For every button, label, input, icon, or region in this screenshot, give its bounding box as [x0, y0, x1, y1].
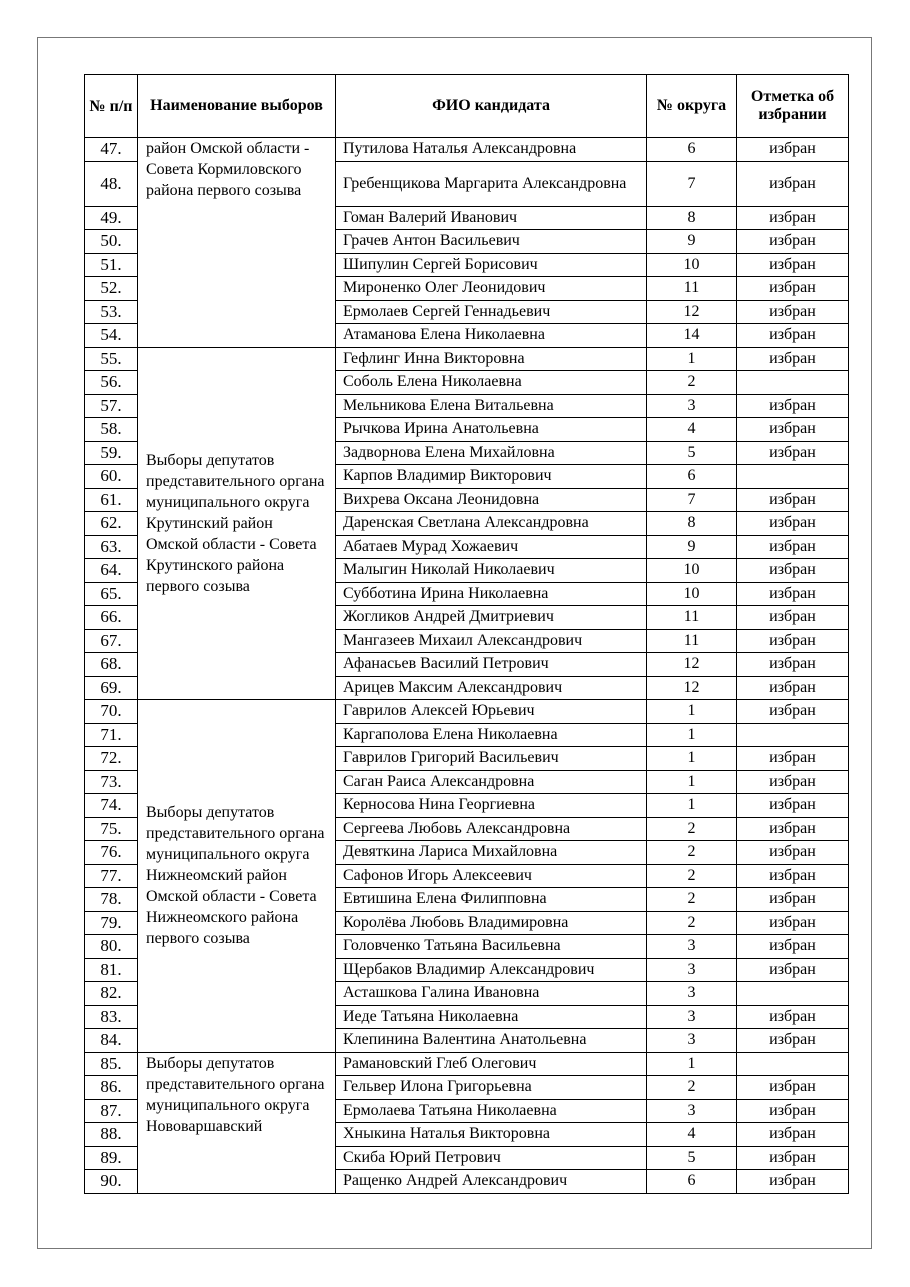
district-number: 10	[647, 582, 737, 606]
election-mark: избран	[737, 206, 849, 230]
candidate-name: Девяткина Лариса Михайловна	[336, 841, 647, 865]
candidate-name: Хныкина Наталья Викторовна	[336, 1123, 647, 1147]
district-number: 12	[647, 653, 737, 677]
header-num: № п/п	[85, 75, 138, 138]
candidate-name: Афанасьев Василий Петрович	[336, 653, 647, 677]
district-number: 1	[647, 1052, 737, 1076]
district-number: 1	[647, 347, 737, 371]
district-number: 3	[647, 1029, 737, 1053]
row-number: 79.	[85, 911, 138, 935]
row-number: 85.	[85, 1052, 138, 1076]
row-number: 81.	[85, 958, 138, 982]
election-mark: избран	[737, 841, 849, 865]
district-number: 1	[647, 794, 737, 818]
election-mark: избран	[737, 347, 849, 371]
row-number: 49.	[85, 206, 138, 230]
election-mark: избран	[737, 394, 849, 418]
row-number: 87.	[85, 1099, 138, 1123]
election-mark: избран	[737, 606, 849, 630]
candidate-name: Мангазеев Михаил Александрович	[336, 629, 647, 653]
candidate-name: Абатаев Мурад Хожаевич	[336, 535, 647, 559]
district-number: 2	[647, 911, 737, 935]
election-mark: избран	[737, 1123, 849, 1147]
election-mark: избран	[737, 253, 849, 277]
election-name: Выборы депутатов представительного органа муниципального округа Нововаршавский	[138, 1052, 336, 1193]
row-number: 48.	[85, 161, 138, 206]
election-mark: избран	[737, 794, 849, 818]
district-number: 6	[647, 138, 737, 162]
district-number: 3	[647, 394, 737, 418]
election-name: Выборы депутатов представительного органа муниципального округа Нижнеомский район Омской области - Совета Нижнеомского района первого созыва	[138, 700, 336, 1053]
candidate-name: Ермолаева Татьяна Николаевна	[336, 1099, 647, 1123]
candidate-name: Гребенщикова Маргарита Александровна	[336, 161, 647, 206]
district-number: 12	[647, 300, 737, 324]
district-number: 10	[647, 559, 737, 583]
candidate-name: Карпов Владимир Викторович	[336, 465, 647, 489]
candidate-name: Субботина Ирина Николаевна	[336, 582, 647, 606]
candidate-name: Евтишина Елена Филипповна	[336, 888, 647, 912]
candidate-name: Асташкова Галина Ивановна	[336, 982, 647, 1006]
row-number: 74.	[85, 794, 138, 818]
election-name: район Омской области - Совета Кормиловского района первого созыва	[138, 138, 336, 348]
election-mark	[737, 982, 849, 1006]
header-district: № округа	[647, 75, 737, 138]
election-mark: избран	[737, 418, 849, 442]
candidate-name: Грачев Антон Васильевич	[336, 230, 647, 254]
election-mark: избран	[737, 888, 849, 912]
row-number: 78.	[85, 888, 138, 912]
candidate-name: Жогликов Андрей Дмитриевич	[336, 606, 647, 630]
district-number: 3	[647, 958, 737, 982]
row-number: 53.	[85, 300, 138, 324]
candidate-name: Ращенко Андрей Александрович	[336, 1170, 647, 1194]
election-mark: избран	[737, 676, 849, 700]
header-mark: Отметка об избрании	[737, 75, 849, 138]
candidate-name: Ермолаев Сергей Геннадьевич	[336, 300, 647, 324]
district-number: 5	[647, 441, 737, 465]
election-mark: избран	[737, 488, 849, 512]
election-mark: избран	[737, 161, 849, 206]
table-row	[85, 700, 849, 724]
candidate-name: Малыгин Николай Николаевич	[336, 559, 647, 583]
candidate-name: Соболь Елена Николаевна	[336, 371, 647, 395]
row-number: 70.	[85, 700, 138, 724]
row-number: 66.	[85, 606, 138, 630]
table-header-row	[85, 75, 849, 138]
district-number: 7	[647, 488, 737, 512]
header-candidate: ФИО кандидата	[336, 75, 647, 138]
candidate-name: Саган Раиса Александровна	[336, 770, 647, 794]
row-number: 83.	[85, 1005, 138, 1029]
row-number: 75.	[85, 817, 138, 841]
row-number: 84.	[85, 1029, 138, 1053]
row-number: 61.	[85, 488, 138, 512]
candidate-name: Шипулин Сергей Борисович	[336, 253, 647, 277]
election-name: Выборы депутатов представительного органа муниципального округа Крутинский район Омской области - Совета Крутинского района первого созыва	[138, 347, 336, 700]
row-number: 57.	[85, 394, 138, 418]
row-number: 56.	[85, 371, 138, 395]
row-number: 72.	[85, 747, 138, 771]
candidate-name: Гаврилов Григорий Васильевич	[336, 747, 647, 771]
district-number: 6	[647, 465, 737, 489]
district-number: 14	[647, 324, 737, 348]
election-mark: избран	[737, 958, 849, 982]
election-mark: избран	[737, 629, 849, 653]
election-mark: избран	[737, 535, 849, 559]
candidate-name: Керносова Нина Георгиевна	[336, 794, 647, 818]
district-number: 1	[647, 747, 737, 771]
row-number: 82.	[85, 982, 138, 1006]
election-mark: избран	[737, 277, 849, 301]
candidate-name: Атаманова Елена Николаевна	[336, 324, 647, 348]
candidate-name: Задворнова Елена Михайловна	[336, 441, 647, 465]
election-mark: избран	[737, 300, 849, 324]
row-number: 88.	[85, 1123, 138, 1147]
election-mark: избран	[737, 324, 849, 348]
district-number: 2	[647, 864, 737, 888]
election-mark: избран	[737, 1170, 849, 1194]
row-number: 80.	[85, 935, 138, 959]
district-number: 4	[647, 418, 737, 442]
election-mark: избран	[737, 864, 849, 888]
district-number: 7	[647, 161, 737, 206]
district-number: 12	[647, 676, 737, 700]
election-mark: избран	[737, 441, 849, 465]
table-row	[85, 1052, 849, 1076]
candidate-name: Сафонов Игорь Алексеевич	[336, 864, 647, 888]
election-mark	[737, 465, 849, 489]
election-mark: избран	[737, 700, 849, 724]
row-number: 62.	[85, 512, 138, 536]
election-mark: избран	[737, 559, 849, 583]
district-number: 11	[647, 606, 737, 630]
district-number: 2	[647, 841, 737, 865]
election-mark: избран	[737, 582, 849, 606]
candidate-name: Гефлинг Инна Викторовна	[336, 347, 647, 371]
row-number: 59.	[85, 441, 138, 465]
district-number: 1	[647, 723, 737, 747]
election-mark: избран	[737, 1099, 849, 1123]
district-number: 3	[647, 935, 737, 959]
district-number: 8	[647, 206, 737, 230]
row-number: 68.	[85, 653, 138, 677]
election-mark	[737, 723, 849, 747]
election-mark	[737, 1052, 849, 1076]
district-number: 3	[647, 982, 737, 1006]
district-number: 9	[647, 535, 737, 559]
election-mark: избран	[737, 1029, 849, 1053]
election-mark: избран	[737, 230, 849, 254]
row-number: 65.	[85, 582, 138, 606]
candidate-name: Клепинина Валентина Анатольевна	[336, 1029, 647, 1053]
election-mark: избран	[737, 653, 849, 677]
table-body	[85, 138, 849, 1194]
candidate-name: Арицев Максим Александрович	[336, 676, 647, 700]
row-number: 58.	[85, 418, 138, 442]
district-number: 8	[647, 512, 737, 536]
table-row	[85, 138, 849, 162]
candidate-name: Каргаполова Елена Николаевна	[336, 723, 647, 747]
candidate-name: Головченко Татьяна Васильевна	[336, 935, 647, 959]
district-number: 5	[647, 1146, 737, 1170]
row-number: 89.	[85, 1146, 138, 1170]
district-number: 2	[647, 1076, 737, 1100]
row-number: 69.	[85, 676, 138, 700]
district-number: 4	[647, 1123, 737, 1147]
row-number: 50.	[85, 230, 138, 254]
election-mark: избран	[737, 747, 849, 771]
row-number: 76.	[85, 841, 138, 865]
district-number: 2	[647, 371, 737, 395]
row-number: 67.	[85, 629, 138, 653]
row-number: 51.	[85, 253, 138, 277]
election-mark: избран	[737, 138, 849, 162]
candidate-name: Даренская Светлана Александровна	[336, 512, 647, 536]
election-mark: избран	[737, 817, 849, 841]
election-mark	[737, 371, 849, 395]
district-number: 2	[647, 817, 737, 841]
candidate-name: Гаврилов Алексей Юрьевич	[336, 700, 647, 724]
row-number: 52.	[85, 277, 138, 301]
district-number: 1	[647, 770, 737, 794]
candidate-name: Королёва Любовь Владимировна	[336, 911, 647, 935]
district-number: 11	[647, 629, 737, 653]
row-number: 77.	[85, 864, 138, 888]
row-number: 63.	[85, 535, 138, 559]
candidate-name: Вихрева Оксана Леонидовна	[336, 488, 647, 512]
header-election: Наименование выборов	[138, 75, 336, 138]
district-number: 2	[647, 888, 737, 912]
candidate-name: Путилова Наталья Александровна	[336, 138, 647, 162]
row-number: 47.	[85, 138, 138, 162]
candidate-name: Мироненко Олег Леонидович	[336, 277, 647, 301]
candidate-name: Сергеева Любовь Александровна	[336, 817, 647, 841]
district-number: 9	[647, 230, 737, 254]
election-mark: избран	[737, 1005, 849, 1029]
district-number: 10	[647, 253, 737, 277]
row-number: 55.	[85, 347, 138, 371]
row-number: 90.	[85, 1170, 138, 1194]
row-number: 60.	[85, 465, 138, 489]
candidate-name: Иеде Татьяна Николаевна	[336, 1005, 647, 1029]
candidate-name: Гельвер Илона Григорьевна	[336, 1076, 647, 1100]
election-mark: избран	[737, 512, 849, 536]
candidate-name: Скиба Юрий Петрович	[336, 1146, 647, 1170]
district-number: 11	[647, 277, 737, 301]
election-mark: избран	[737, 1076, 849, 1100]
table-row	[85, 347, 849, 371]
candidate-name: Рычкова Ирина Анатольевна	[336, 418, 647, 442]
row-number: 73.	[85, 770, 138, 794]
candidates-table	[84, 74, 849, 1194]
district-number: 6	[647, 1170, 737, 1194]
row-number: 64.	[85, 559, 138, 583]
row-number: 54.	[85, 324, 138, 348]
election-mark: избран	[737, 1146, 849, 1170]
candidate-name: Гоман Валерий Иванович	[336, 206, 647, 230]
election-mark: избран	[737, 911, 849, 935]
election-mark: избран	[737, 935, 849, 959]
candidate-name: Мельникова Елена Витальевна	[336, 394, 647, 418]
election-mark: избран	[737, 770, 849, 794]
row-number: 71.	[85, 723, 138, 747]
district-number: 3	[647, 1005, 737, 1029]
district-number: 3	[647, 1099, 737, 1123]
candidate-name: Рамановский Глеб Олегович	[336, 1052, 647, 1076]
candidate-name: Щербаков Владимир Александрович	[336, 958, 647, 982]
district-number: 1	[647, 700, 737, 724]
row-number: 86.	[85, 1076, 138, 1100]
